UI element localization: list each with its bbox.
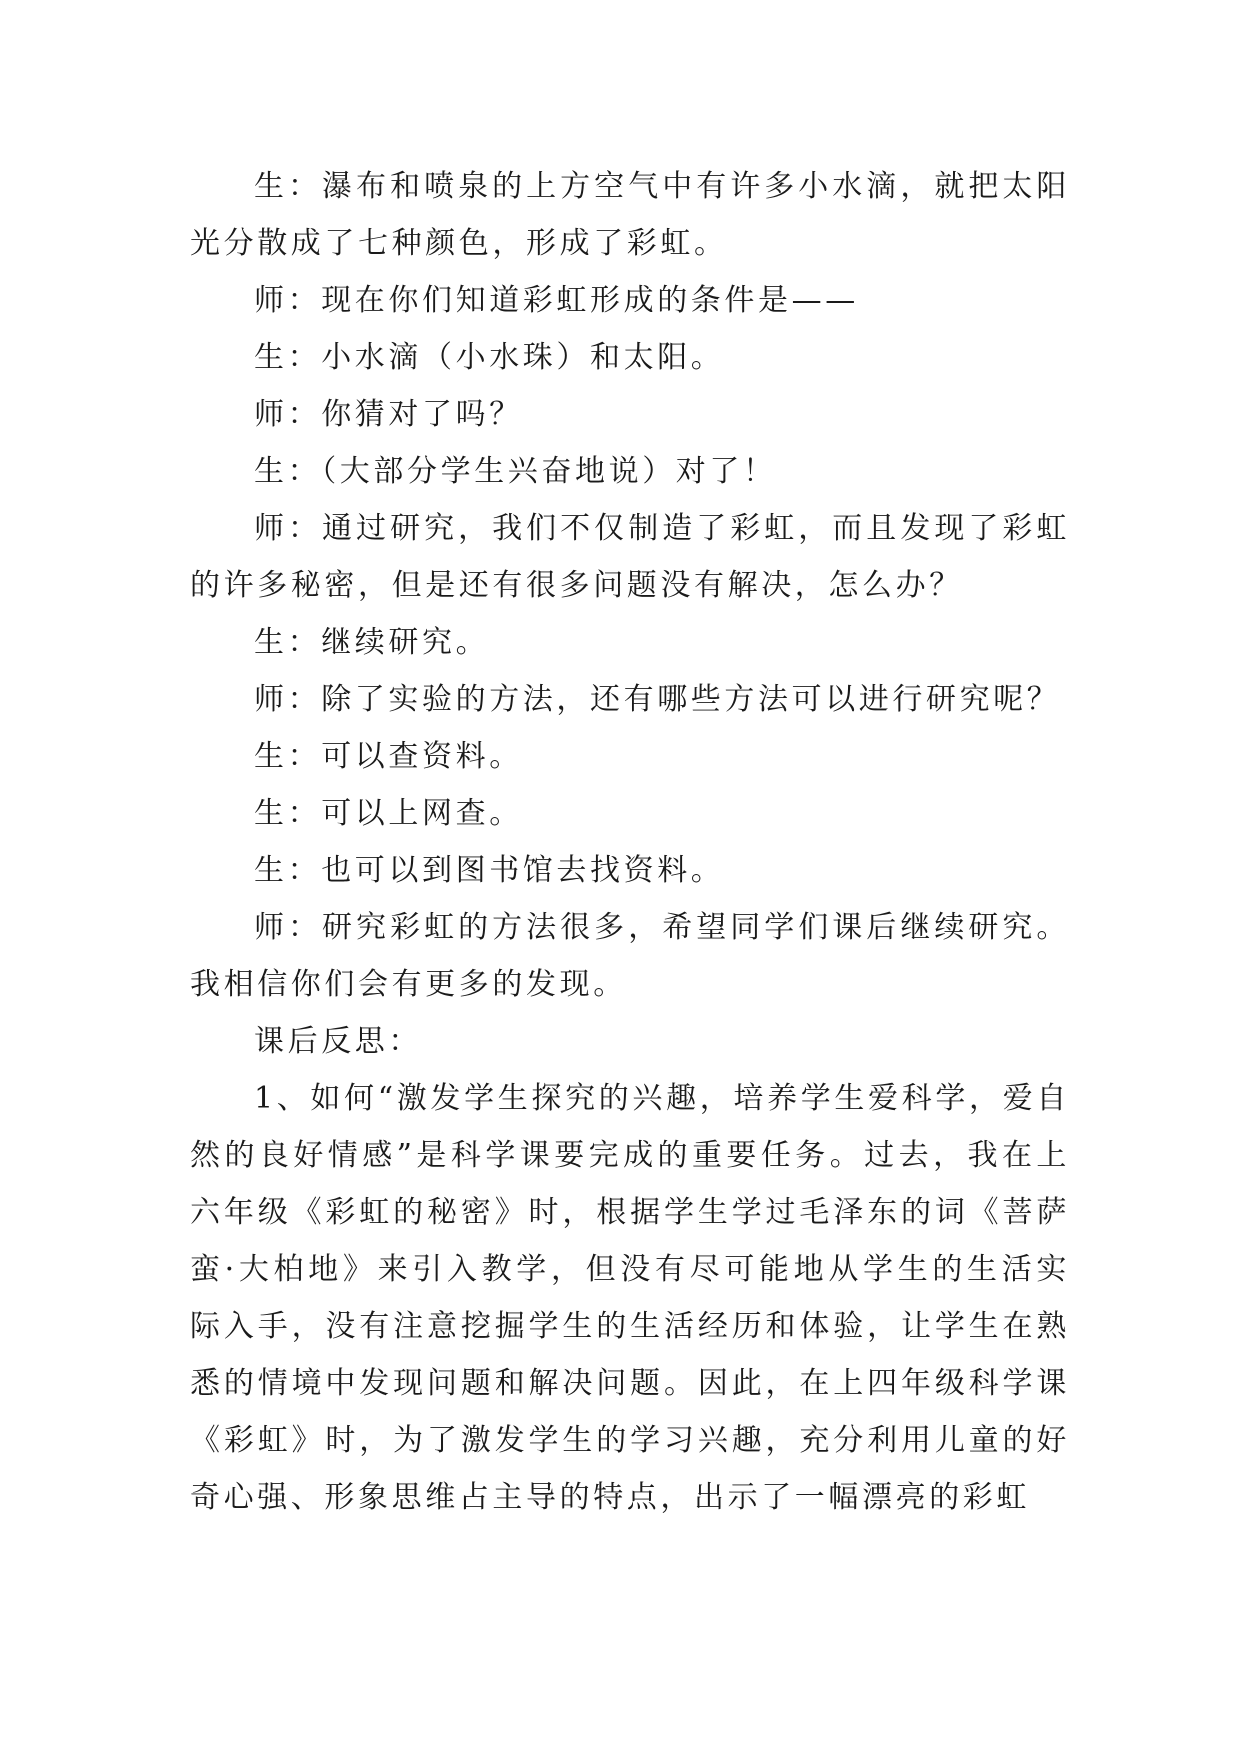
paragraph-reflection-heading: 课后反思：: [254, 1024, 422, 1059]
paragraph-teacher-methods: 师：除了实验的方法，还有哪些方法可以进行研究呢？: [254, 682, 1061, 717]
paragraph-teacher-conditions: 师：现在你们知道彩虹形成的条件是——: [254, 283, 859, 318]
paragraph-student-materials: 生：可以查资料。: [254, 739, 523, 774]
paragraph-teacher-guess: 师：你猜对了吗？: [254, 397, 523, 432]
paragraph-reflection-1: 1、如何“激发学生探究的兴趣，培养学生爱科学，爱自然的良好情感”是科学课要完成的重要任务。过去，我在上六年级《彩虹的秘密》时，根据学生学过毛泽东的词《菩萨蛮·大柏地》来引入教学，但没有尽可能地从学生的生活实际入手，没有注意挖掘学生的生活经历和体验，让学生在熟悉的情境中发现问题和解决问题。因此，在上四年级科学课《彩虹》时，为了激发学生的学习兴趣，充分利用儿童的好奇心强、形象思维占主导的特点，出示了一幅漂亮的彩虹: [190, 1081, 1070, 1515]
paragraph-teacher-hope: 师：研究彩虹的方法很多，希望同学们课后继续研究。我相信你们会有更多的发现。: [190, 910, 1070, 1002]
paragraph-teacher-research: 师：通过研究，我们不仅制造了彩虹，而且发现了彩虹的许多秘密，但是还有很多问题没有解决，怎么办？: [190, 511, 1070, 603]
paragraph-student-continue: 生：继续研究。: [254, 625, 490, 660]
paragraph-student-correct: 生：（大部分学生兴奋地说）对了！: [254, 454, 777, 489]
document-body: [190, 158, 1070, 1526]
paragraph-student-internet: 生：可以上网查。: [254, 796, 523, 831]
paragraph-student-library: 生：也可以到图书馆去找资料。: [254, 853, 725, 888]
paragraph-student-water-sun: 生：小水滴（小水珠）和太阳。: [254, 340, 725, 375]
paragraph-student-waterfall: 生：瀑布和喷泉的上方空气中有许多小水滴，就把太阳光分散成了七种颜色，形成了彩虹。: [190, 169, 1070, 261]
